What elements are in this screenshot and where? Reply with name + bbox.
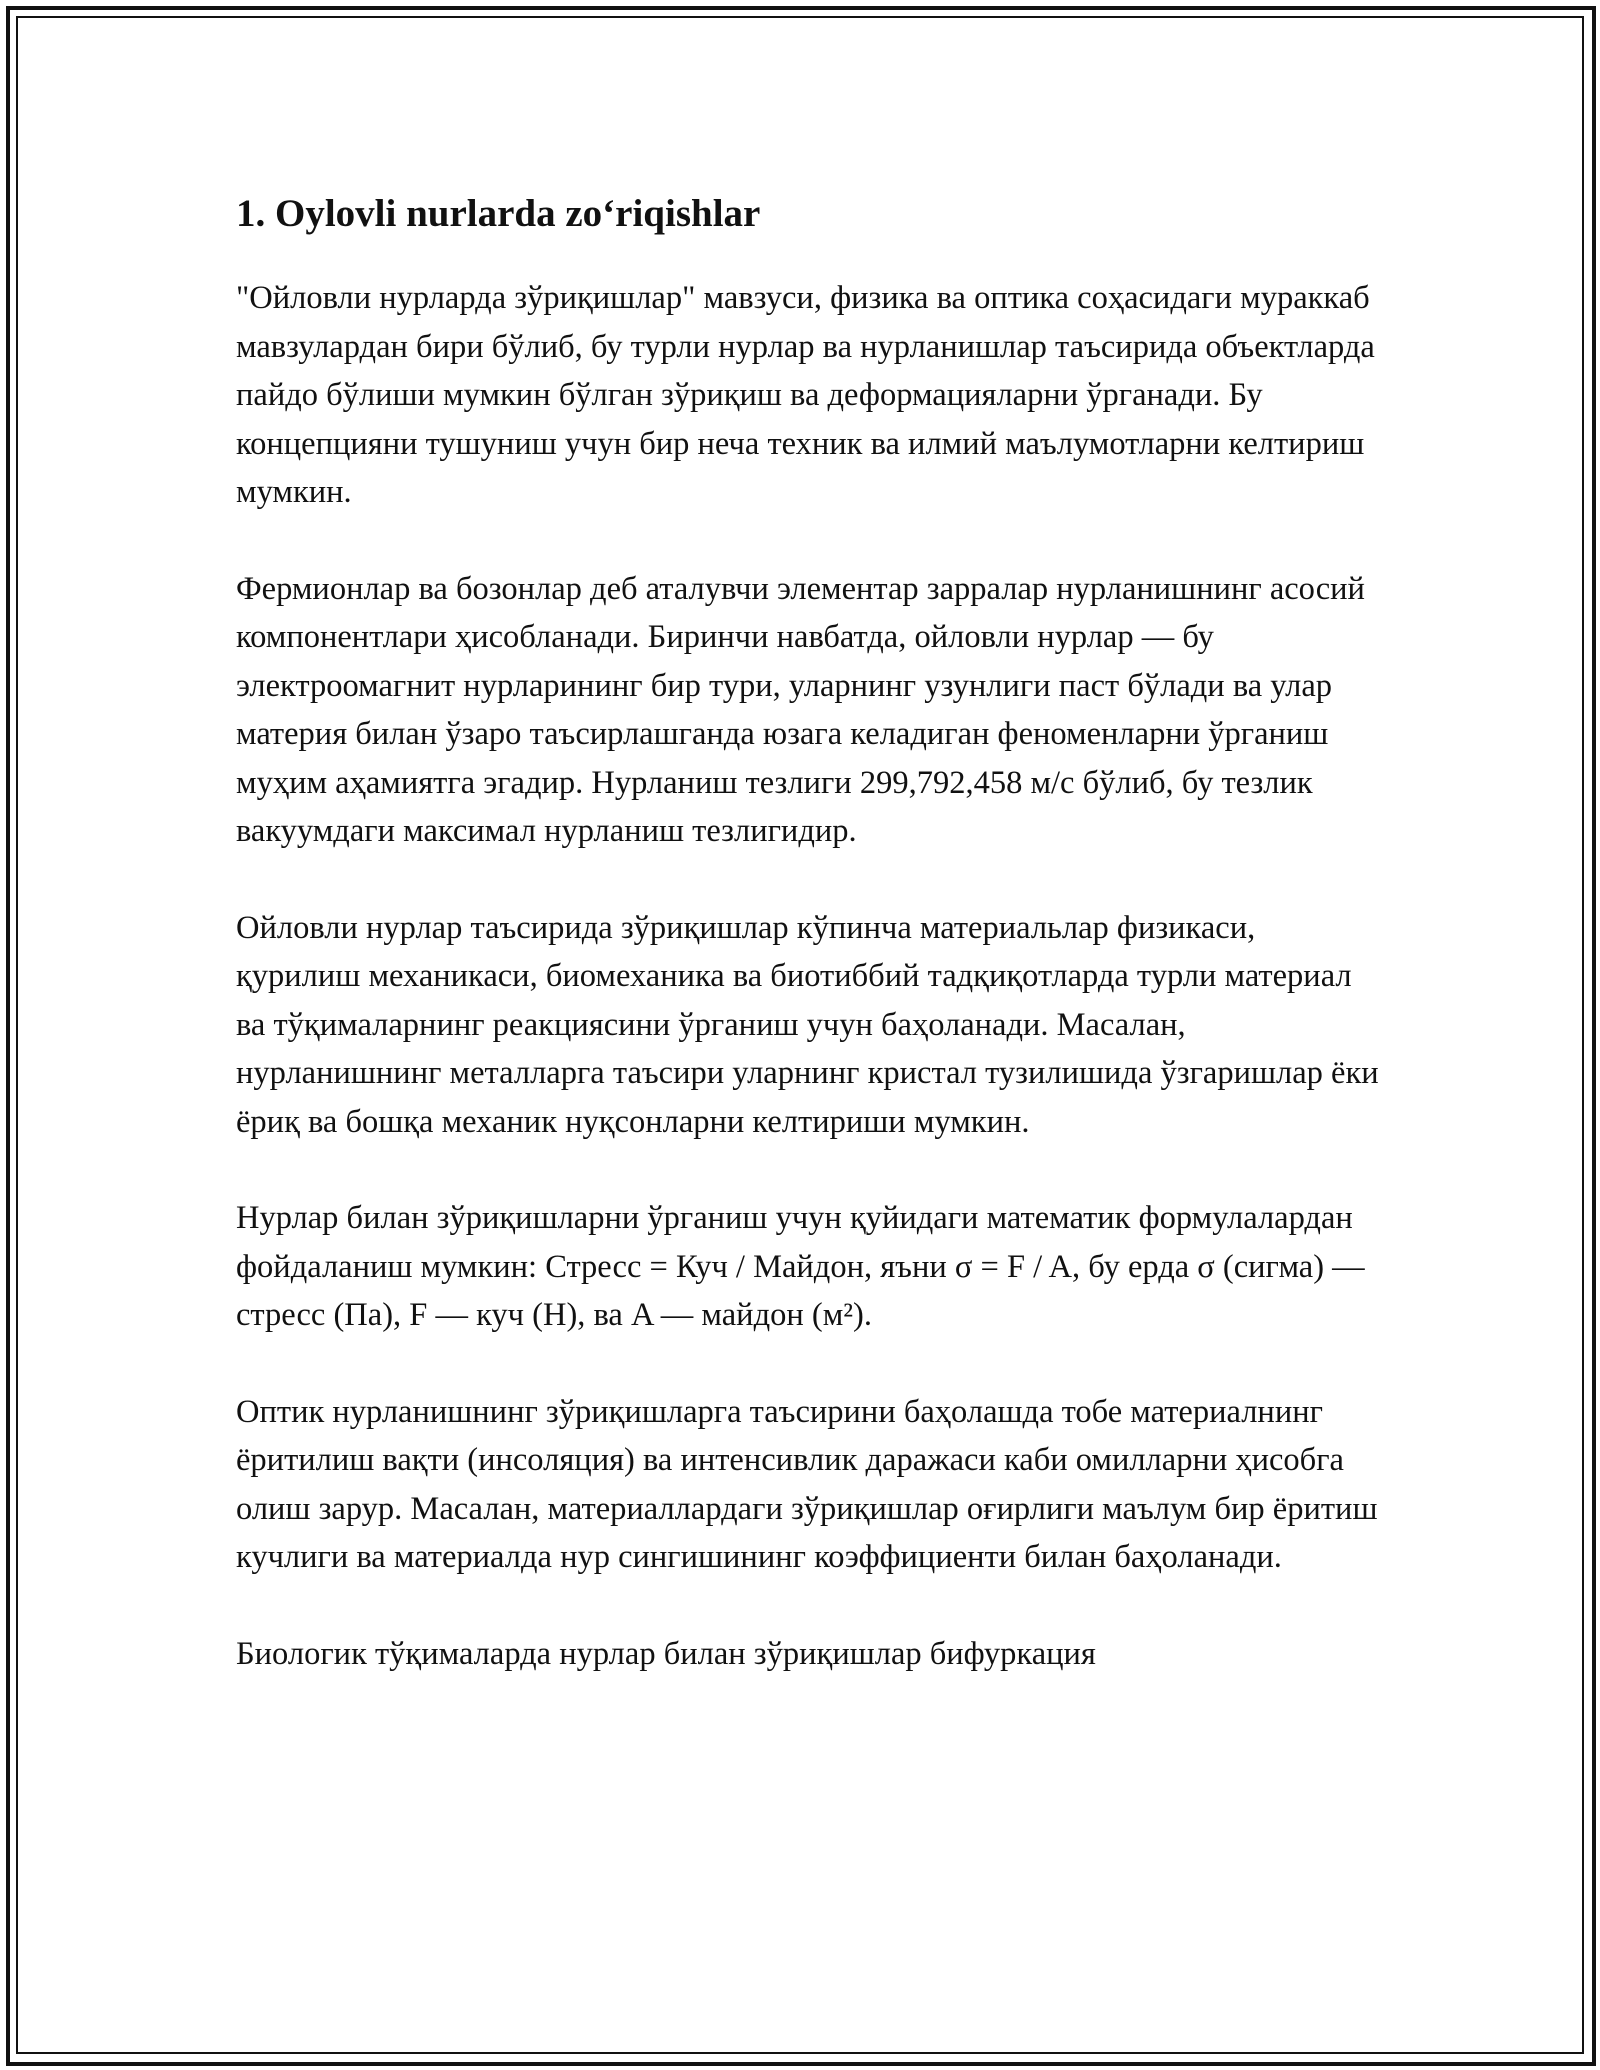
paragraph-particles: Фермионлар ва бозонлар деб аталувчи элементар зарралар нурланишнинг асосий компонентлари ҳисобланади. Биринчи навбатда, ойловли нурлар — бу электроомагнит нурларининг бир тури, уларнинг узунлиги паст бўлади ва улар материя билан ўзаро таъсирлашганда юзага келадиган феноменларни ўрганиш муҳим аҳамиятга эгадир. Нурланиш тезлиги 299,792,458 м/с бўлиб, бу тезлик вакуумдаги максимал нурланиш тезлигидир. <box>236 570 1365 849</box>
paragraph-materials: Ойловли нурлар таъсирида зўриқишлар кўпинча материальлар физикаси, қурилиш механикаси, биомеханика ва биотиббий тадқиқотларда турли материал ва тўқималарнинг реакциясини ўрганиш учун баҳоланади. Масалан, нурланишнинг металларга таъсири уларнинг кристал тузилишида ўзгаришлар ёки ёриқ ва бошқа механик нуқсонларни келтириши мумкин. <box>236 909 1379 1140</box>
paragraph-optical: Оптик нурланишнинг зўриқишларга таъсирини баҳолашда тобе материалнинг ёритилиш вақти (инсоляция) ва интенсивлик даражаси каби омилларни ҳисобга олиш зарур. Масалан, материаллардаги зўриқишлар оғирлиги маълум бир ёритиш кучлиги ва материалда нур сингишининг коэффициенти билан баҳоланади. <box>236 1393 1378 1575</box>
document-title: 1. Oylovli nurlarda zo‘riqishlar <box>236 192 761 235</box>
paragraph-formula: Нурлар билан зўриқишларни ўрганиш учун қуйидаги математик формулалардан фойдаланиш мумкин: Стресс = Куч / Майдон, яъни σ = F / A, бу ерда σ (сигма) — стресс (Па), F — куч (Н), ва A — майдон (м²). <box>236 1200 1365 1333</box>
paragraph-intro: "Ойловли нурларда зўриқишлар" мавзуси, физика ва оптика соҳасидаги мураккаб мавзулардан бири бўлиб, бу турли нурлар ва нурланишлар таъсирида объектларда пайдо бўлиши мумкин бўлган зўриқиш ва деформацияларни ўрганади. Бу концепцияни тушуниш учун бир неча техник ва илмий маълумотларни келтириш мумкин. <box>236 280 1375 510</box>
paragraph-biological: Биологик тўқималарда нурлар билан зўриқишлар бифуркация <box>236 1635 1096 1672</box>
document-body <box>236 188 1386 1678</box>
